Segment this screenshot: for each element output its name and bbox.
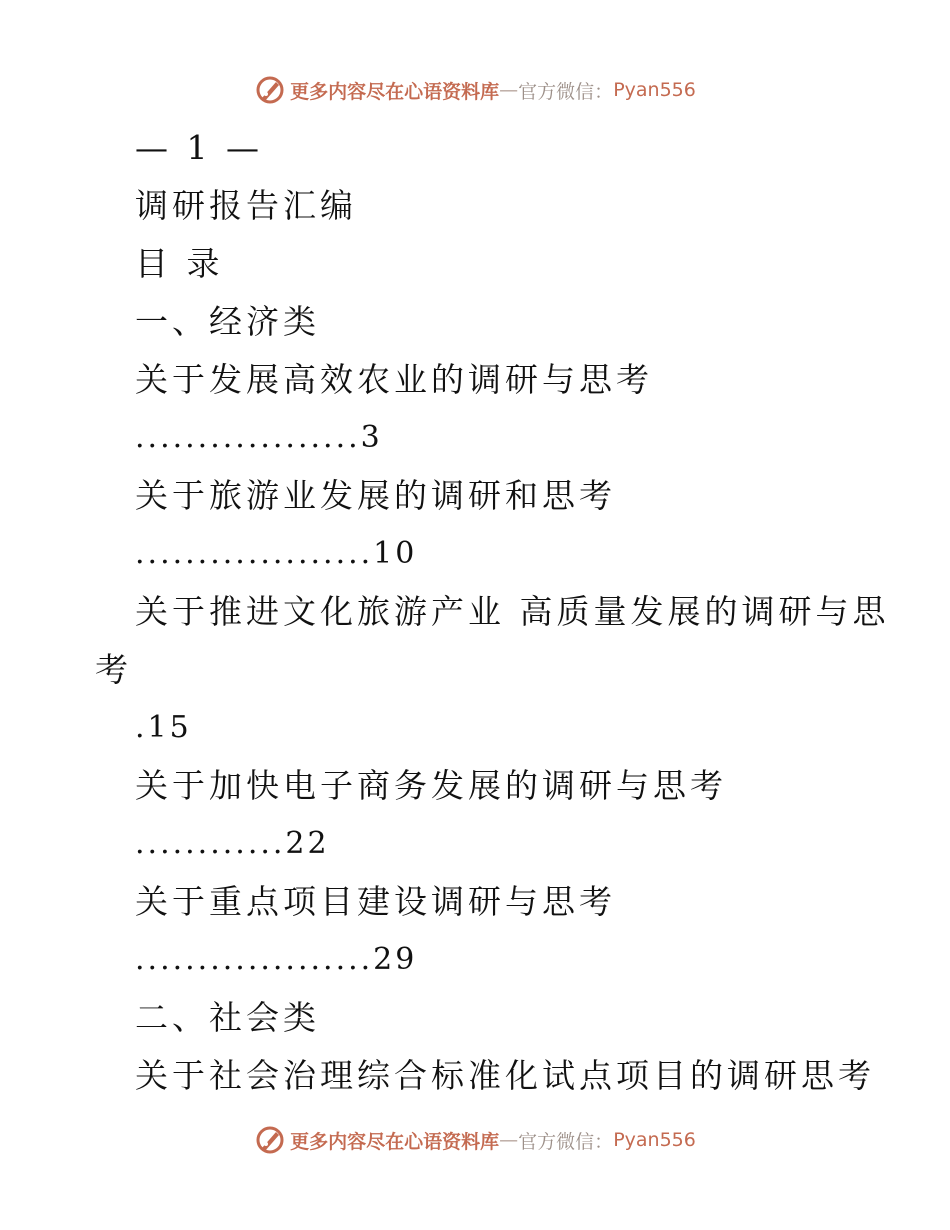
toc-entry-title: 关于加快电子商务发展的调研与思考 bbox=[135, 766, 727, 805]
toc-section-economy: 一、经济类 bbox=[135, 302, 320, 341]
quill-pen-logo-icon bbox=[254, 74, 286, 106]
toc-entry-title: 关于旅游业发展的调研和思考 bbox=[135, 476, 616, 515]
toc-entry-leader: ............22 bbox=[135, 826, 330, 861]
watermark-wechat-id: Pyan556 bbox=[613, 1129, 696, 1151]
toc-entry-leader: ..................3 bbox=[135, 420, 383, 455]
page-number: — 1 — bbox=[135, 128, 263, 167]
watermark-banner bbox=[254, 74, 696, 106]
toc-entry-title-continued: 考 bbox=[95, 650, 132, 689]
watermark-main-text: 更多内容尽在心语资料库 bbox=[290, 1130, 500, 1153]
toc-section-society: 二、社会类 bbox=[135, 998, 320, 1037]
toc-heading: 目 录 bbox=[135, 244, 224, 283]
toc-entry-title: 关于推进文化旅游产业 高质量发展的调研与思 bbox=[135, 592, 890, 631]
toc-entry-title: 关于社会治理综合标准化试点项目的调研思考 bbox=[135, 1056, 875, 1095]
footer-watermark bbox=[0, 1120, 950, 1160]
toc-entry-leader: .15 bbox=[135, 710, 192, 745]
watermark-wechat-id: Pyan556 bbox=[613, 79, 696, 101]
watermark-banner bbox=[254, 1124, 696, 1156]
header-watermark bbox=[0, 70, 950, 110]
toc-entry-title: 关于发展高效农业的调研与思考 bbox=[135, 360, 653, 399]
watermark-separator: — bbox=[499, 1129, 519, 1151]
document-title: 调研报告汇编 bbox=[135, 186, 357, 225]
toc-entry-leader: ...................29 bbox=[135, 942, 418, 977]
watermark-wechat-label: 官方微信： bbox=[518, 80, 614, 103]
watermark-separator: — bbox=[499, 79, 519, 101]
quill-pen-logo-icon bbox=[254, 1124, 286, 1156]
watermark-main-text: 更多内容尽在心语资料库 bbox=[290, 80, 500, 103]
toc-entry-leader: ...................10 bbox=[135, 536, 418, 571]
watermark-wechat-label: 官方微信： bbox=[518, 1130, 614, 1153]
toc-entry-title: 关于重点项目建设调研与思考 bbox=[135, 882, 616, 921]
